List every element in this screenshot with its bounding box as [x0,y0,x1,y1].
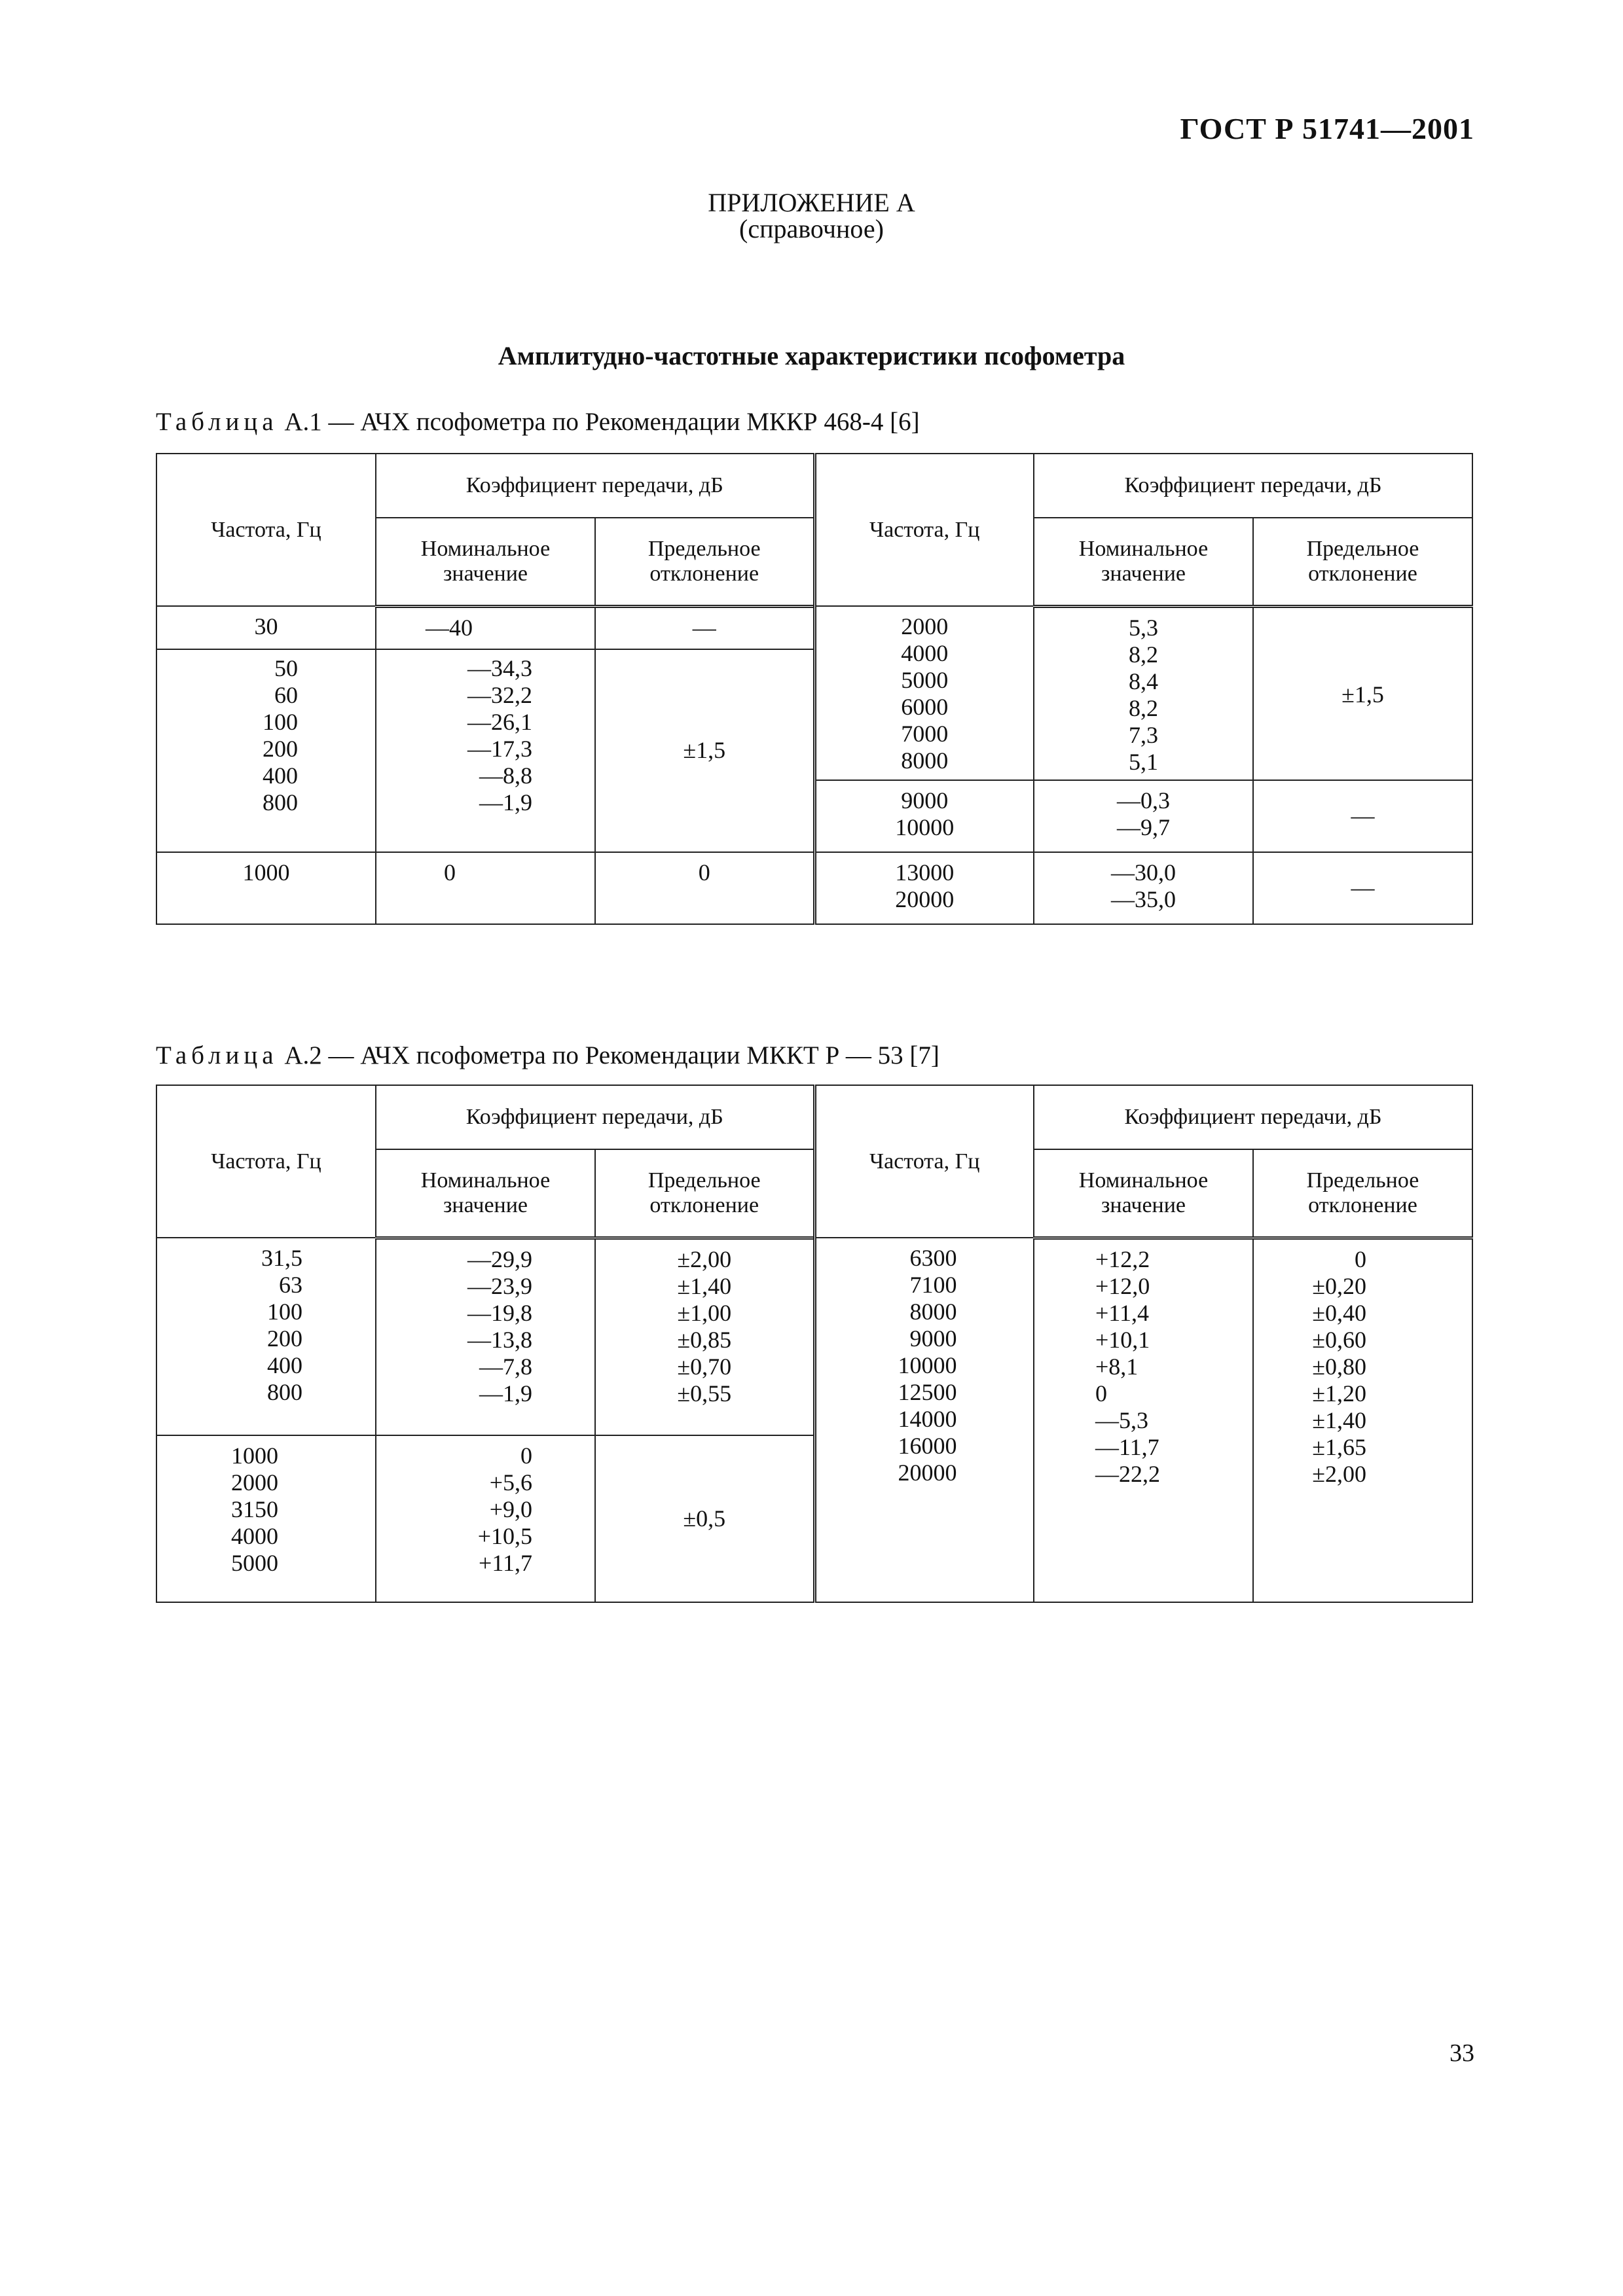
cell-line: 200 [263,736,298,762]
table-a1-header-limit-left: Предельное отклонение [595,518,814,606]
cell-line: ±2,00 [1312,1460,1366,1487]
cell-line: —22,2 [1095,1460,1160,1487]
cell-line: +11,7 [479,1550,532,1576]
table-a2-caption-lead: Таблица [156,1041,278,1069]
cell-lines [596,615,813,641]
cell-line: ±0,55 [677,1380,732,1407]
cell-line: ±0,70 [677,1353,732,1380]
cell-line: 5,1 [1129,748,1158,775]
cell-line: 1000 [242,859,290,886]
cell-line: 10000 [895,814,955,840]
table-a1-cell [156,606,376,649]
cell-line: 13000 [895,859,955,886]
table-a1-cell [595,606,814,649]
cell-line: +10,5 [477,1523,532,1549]
cell-line: — [1351,874,1375,901]
table-a1-cell [1034,780,1253,852]
cell-line: —26,1 [467,709,532,735]
cell-line: —11,7 [1095,1433,1159,1460]
cell-line: 800 [263,789,298,816]
cell-line: 400 [267,1352,302,1378]
table-a2-header-nominal-right: Номинальное значение [1034,1149,1253,1238]
cell-lines [444,859,594,886]
cell-lines [596,1505,813,1532]
cell-line: 2000 [231,1469,278,1496]
cell-lines [157,859,375,886]
cell-lines [1095,1246,1252,1488]
table-a2-header-nominal-left: Номинальное значение [376,1149,595,1238]
cell-line: — [1351,802,1375,829]
table-a1-cell [376,852,595,924]
cell-line: —32,2 [467,682,532,708]
table-a1-header-nominal-left: Номинальное значение [376,518,595,606]
cell-line: —19,8 [467,1299,532,1326]
table-a1-cell [1253,780,1472,852]
cell-line: 9000 [901,787,949,814]
cell-line: +9,0 [489,1496,532,1522]
table-a2-caption-text: А.2 — АЧХ псофометра по Рекомендации МККТ Р — 53 [7] [278,1041,939,1069]
cell-line: 60 [274,682,298,708]
cell-line: —30,0 [1111,859,1176,886]
cell-lines [1034,787,1252,841]
table-a1-cell [376,606,595,649]
table-a1-caption-lead: Таблица [156,408,278,436]
table-a1-cell [156,852,376,924]
cell-line: ±0,40 [1312,1299,1366,1326]
cell-line: 4000 [231,1523,278,1549]
table-a1-cell [814,780,1034,852]
table-a1-caption [156,407,920,437]
cell-line: 14000 [898,1406,957,1432]
cell-line: ±1,40 [677,1272,732,1299]
cell-line: ±1,20 [1312,1380,1366,1407]
cell-line: 10000 [898,1352,957,1378]
section-title: Амплитудно-частотные характеристики псофометра [498,341,1125,370]
cell-line: 800 [267,1379,302,1405]
cell-lines [816,1245,957,1486]
table-a2-cell [595,1238,814,1435]
table-a1-cell [1253,606,1472,780]
cell-line: ±0,85 [677,1326,732,1353]
table-a2-cell [376,1435,595,1602]
cell-line: —23,9 [467,1272,532,1299]
table-a2-cell [156,1435,376,1602]
cell-line: 8000 [909,1299,957,1325]
table-a2-cell [156,1238,376,1435]
cell-line: 9000 [909,1325,957,1352]
cell-lines [1034,615,1252,776]
cell-line: 2000 [901,613,949,639]
cell-line: +12,0 [1095,1272,1150,1299]
cell-line: ±1,5 [1341,681,1384,708]
cell-line: ±1,40 [1312,1407,1366,1433]
cell-lines [816,613,1034,774]
cell-line: 400 [263,762,298,789]
cell-lines [376,1443,532,1577]
cell-line: 7,3 [1129,721,1158,748]
cell-line: 16000 [898,1433,957,1459]
cell-line: ±0,80 [1312,1353,1366,1380]
table-a2-cell [814,1238,1034,1602]
table-a2-cell [1034,1238,1253,1602]
table-a1-caption-text: А.1 — АЧХ псофометра по Рекомендации МККР 468-4 [6] [278,408,920,436]
cell-line: +8,1 [1095,1353,1139,1380]
cell-line: —7,8 [479,1353,532,1380]
table-a2-header-freq-left: Частота, Гц [156,1085,376,1238]
cell-line: 0 [1095,1380,1107,1407]
cell-line: +5,6 [489,1469,532,1496]
cell-line: 100 [263,709,298,735]
table-a1-cell [156,649,376,852]
cell-line: —34,3 [467,655,532,681]
table-a2-header-freq-right: Частота, Гц [814,1085,1034,1238]
cell-line: 20000 [895,886,955,912]
cell-lines [816,859,1034,913]
cell-line: 0 [698,859,710,886]
cell-line: 7000 [901,721,949,747]
table-a1-cell [376,649,595,852]
table-a1-header-coef-left: Коэффициент передачи, дБ [376,454,814,518]
cell-line: 0 [520,1443,532,1469]
cell-line: 100 [267,1299,302,1325]
table-a1-cell [595,852,814,924]
cell-line: ±2,00 [677,1246,732,1272]
cell-line: —29,9 [467,1246,532,1272]
cell-lines [157,1245,302,1406]
cell-line: —40 [426,614,473,641]
table-a1-cell [595,649,814,852]
cell-line: ±1,00 [677,1299,732,1326]
cell-line: 1000 [231,1443,278,1469]
page-number: 33 [1450,2039,1474,2067]
cell-line: ±0,60 [1312,1326,1366,1353]
document-code: ГОСТ Р 51741—2001 [1180,112,1474,145]
cell-line: +10,1 [1095,1326,1150,1353]
cell-line: 63 [279,1272,302,1298]
table-a1-cell [1253,852,1472,924]
table-a1-header-freq-right: Частота, Гц [814,454,1034,606]
cell-line: —0,3 [1117,787,1170,814]
cell-line: 5000 [231,1550,278,1576]
cell-line: 5000 [901,667,949,693]
cell-line: —8,8 [479,762,532,789]
cell-lines [1254,681,1472,708]
cell-line: 31,5 [261,1245,302,1271]
table-a2 [156,1085,1473,1603]
cell-lines [596,859,813,886]
table-a2-caption [156,1041,939,1070]
cell-line: —17,3 [467,736,532,762]
cell-line: +11,4 [1095,1299,1149,1326]
cell-line: 4000 [901,640,949,666]
cell-line: 7100 [909,1272,957,1298]
cell-line: 200 [267,1325,302,1352]
cell-line: 8000 [901,747,949,774]
cell-line: 0 [1355,1246,1366,1272]
cell-lines [157,655,298,816]
cell-line: 8,2 [1129,641,1158,668]
table-a1-cell [1034,852,1253,924]
cell-line: ±0,5 [683,1505,726,1532]
cell-line: —5,3 [1095,1407,1148,1433]
appendix-subtitle: (справочное) [739,214,884,243]
cell-line: +12,2 [1095,1246,1150,1272]
cell-lines [157,613,375,640]
table-a1-header-limit-right: Предельное отклонение [1253,518,1472,606]
cell-lines [1254,874,1472,901]
cell-lines [376,1246,532,1407]
cell-line: 6000 [901,694,949,720]
cell-line: 5,3 [1129,614,1158,641]
cell-line: ±0,20 [1312,1272,1366,1299]
cell-lines [426,615,594,641]
cell-line: 0 [444,859,456,886]
table-a2-header-coef-left: Коэффициент передачи, дБ [376,1085,814,1149]
cell-lines [816,787,1034,841]
cell-line: 50 [274,655,298,681]
table-a1-header-nominal-right: Номинальное значение [1034,518,1253,606]
cell-line: 3150 [231,1496,278,1522]
table-a1 [156,453,1473,925]
table-a1-header-freq-left: Частота, Гц [156,454,376,606]
cell-line: ±1,65 [1312,1433,1366,1460]
cell-line: —35,0 [1111,886,1176,912]
cell-line: — [692,614,716,641]
table-a2-cell [1253,1238,1472,1602]
cell-lines [596,737,813,764]
cell-lines [376,655,532,816]
table-a2-cell [376,1238,595,1435]
cell-line: 6300 [909,1245,957,1271]
cell-line: —9,7 [1117,814,1170,840]
table-a2-header-coef-right: Коэффициент передачи, дБ [1034,1085,1472,1149]
table-a2-header-limit-right: Предельное отклонение [1253,1149,1472,1238]
table-a2-cell [595,1435,814,1602]
cell-lines [1254,1246,1366,1488]
cell-line: 30 [254,613,278,639]
cell-lines [1254,802,1472,829]
appendix-title: ПРИЛОЖЕНИЕ А [708,188,915,217]
table-a1-cell [814,606,1034,780]
cell-line: —13,8 [467,1326,532,1353]
cell-line: 20000 [898,1460,957,1486]
cell-line: —1,9 [479,789,532,816]
cell-lines [1034,859,1252,913]
cell-line: ±1,5 [683,737,726,764]
table-a1-cell [814,852,1034,924]
cell-line: —1,9 [479,1380,532,1407]
cell-lines [157,1443,278,1577]
table-a1-cell [1034,606,1253,780]
cell-lines [596,1246,813,1407]
appendix-heading [0,190,1623,242]
cell-line: 8,2 [1129,694,1158,721]
table-a1-header-coef-right: Коэффициент передачи, дБ [1034,454,1472,518]
cell-line: 12500 [898,1379,957,1405]
table-a2-header-limit-left: Предельное отклонение [595,1149,814,1238]
cell-line: 8,4 [1129,668,1158,694]
